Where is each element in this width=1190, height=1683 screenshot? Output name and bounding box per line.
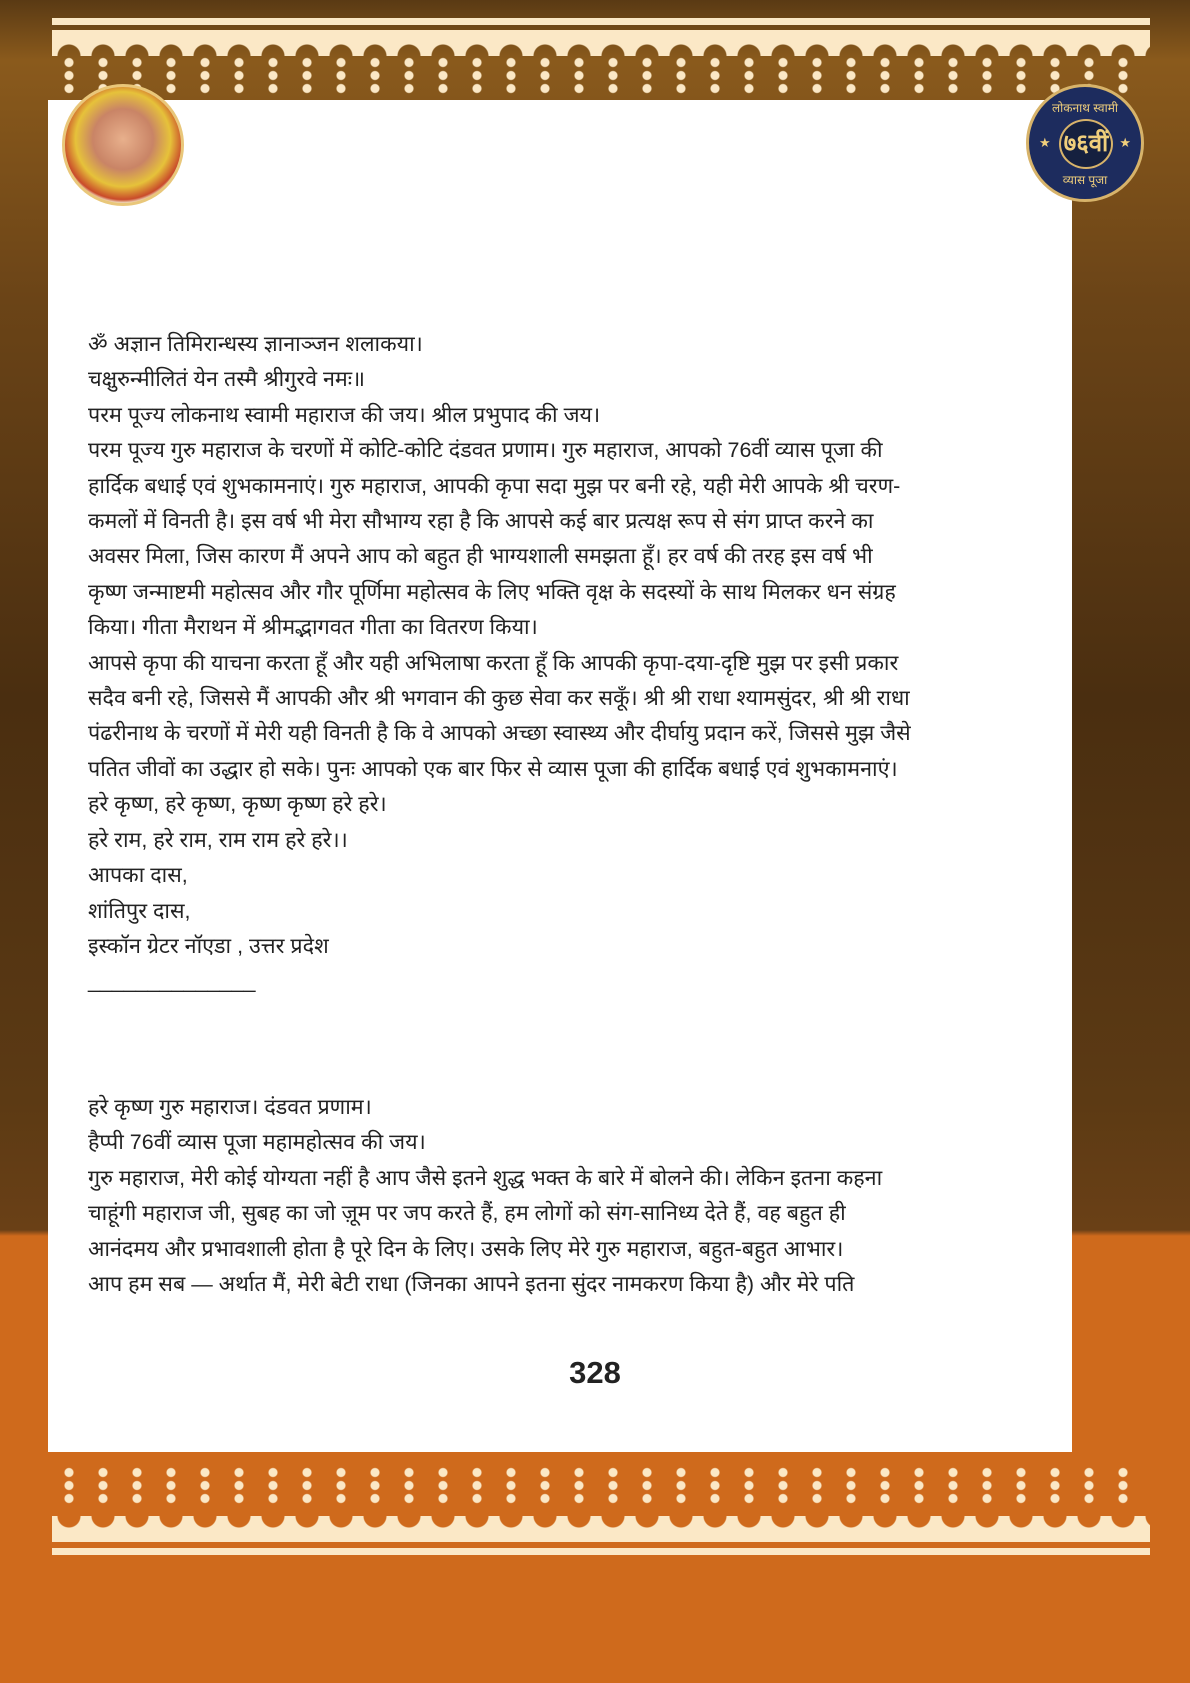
top-dot-border (52, 56, 1150, 96)
text-line: चक्षुरुन्मीलितं येन तस्मै श्रीगुरवे नमः॥ (88, 367, 366, 392)
text-line: शांतिपुर दास, (88, 898, 191, 923)
letter-second (88, 1090, 1078, 1302)
guru-portrait (62, 84, 184, 206)
badge-number: ७६वीं (1059, 119, 1113, 169)
text-line: इस्कॉन ग्रेटर नॉएडा , उत्तर प्रदेश (88, 933, 329, 958)
top-border-bar (52, 18, 1150, 25)
badge-bottom-text: व्यास पूजा (1062, 173, 1108, 187)
star-icon: ★ (1039, 135, 1051, 150)
text-line: पतित जीवों का उद्धार हो सके। पुनः आपको एक बार फिर से व्यास पूजा की हार्दिक बधाई एवं शुभकामनाएं। (88, 756, 898, 781)
text-line: किया। गीता मैराथन में श्रीमद्भागवत गीता का वितरण किया। (88, 615, 538, 640)
bottom-border-bar (52, 1548, 1150, 1555)
text-line: हरे कृष्ण, हरे कृष्ण, कृष्ण कृष्ण हरे हरे। (88, 792, 387, 817)
text-line: सदैव बनी रहे, जिससे मैं आपकी और श्री भगवान की कुछ सेवा कर सकूँ। श्री श्री राधा श्यामसुंदर, श्री श्री राधा (88, 686, 910, 711)
text-line: ______________ (88, 969, 256, 994)
text-line: गुरु महाराज, मेरी कोई योग्यता नहीं है आप जैसे इतने शुद्ध भक्त के बारे में बोलने की। लेकिन इतना कहना (88, 1165, 883, 1190)
text-line: कमलों में विनती है। इस वर्ष भी मेरा सौभाग्य रहा है कि आपसे कई बार प्रत्यक्ष रूप से संग प्राप्त करने का (88, 509, 874, 534)
text-line: हार्दिक बधाई एवं शुभकामनाएं। गुरु महाराज, आपकी कृपा सदा मुझ पर बनी रहे, यही मेरी आपके श्री चरण- (88, 473, 901, 498)
text-line: चाहूंगी महाराज जी, सुबह का जो ज़ूम पर जप करते हैं, हम लोगों को संग-सानिध्य देते हैं, वह बहुत ही (88, 1201, 846, 1226)
top-scallop-border (52, 30, 1150, 56)
text-line: हरे कृष्ण गुरु महाराज। दंडवत प्रणाम। (88, 1095, 372, 1119)
text-line: आनंदमय और प्रभावशाली होता है पूरे दिन के लिए। उसके लिए मेरे गुरु महाराज, बहुत-बहुत आभार। (88, 1236, 844, 1261)
text-line: ॐ अज्ञान तिमिरान्धस्य ज्ञानाञ्जन शलाकया। (88, 332, 423, 356)
text-line: परम पूज्य लोकनाथ स्वामी महाराज की जय। श्रील प्रभुपाद की जय। (88, 402, 601, 427)
text-line: आपसे कृपा की याचना करता हूँ और यही अभिलाषा करता हूँ कि आपकी कृपा-दया-दृष्टि मुझ पर इसी प्रकार (88, 650, 899, 675)
bottom-dot-border (52, 1466, 1150, 1506)
text-line: आप हम सब — अर्थात मैं, मेरी बेटी राधा (जिनका आपने इतना सुंदर नामकरण किया है) और मेरे पति (88, 1272, 855, 1297)
bottom-scallop-border (52, 1516, 1150, 1542)
text-line: परम पूज्य गुरु महाराज के चरणों में कोटि-कोटि दंडवत प्रणाम। गुरु महाराज, आपको 76वीं व्यास पूजा की (88, 438, 883, 463)
letter-shantipur-das (88, 327, 1078, 1000)
text-line: आपका दास, (88, 863, 188, 888)
text-line: कृष्ण जन्माष्टमी महोत्सव और गौर पूर्णिमा महोत्सव के लिए भक्ति वृक्ष के सदस्यों के साथ मिलकर धन संग्रह (88, 579, 896, 604)
text-line: अवसर मिला, जिस कारण मैं अपने आप को बहुत ही भाग्यशाली समझता हूँ। हर वर्ष की तरह इस वर्ष भी (88, 544, 873, 569)
text-line: हैप्पी 76वीं व्यास पूजा महामहोत्सव की जय। (88, 1130, 426, 1155)
badge-top-text: लोकनाथ स्वामी (1052, 101, 1118, 115)
star-icon: ★ (1119, 135, 1131, 150)
text-line: पंढरीनाथ के चरणों में मेरी यही विनती है कि वे आपको अच्छा स्वास्थ्य और दीर्घायु प्रदान करें, जिससे मुझ जैसे (88, 721, 911, 746)
page-number: 328 (569, 1355, 621, 1390)
vyasa-puja-badge-logo (1026, 84, 1144, 202)
text-line: हरे राम, हरे राम, राम राम हरे हरे।। (88, 827, 348, 852)
